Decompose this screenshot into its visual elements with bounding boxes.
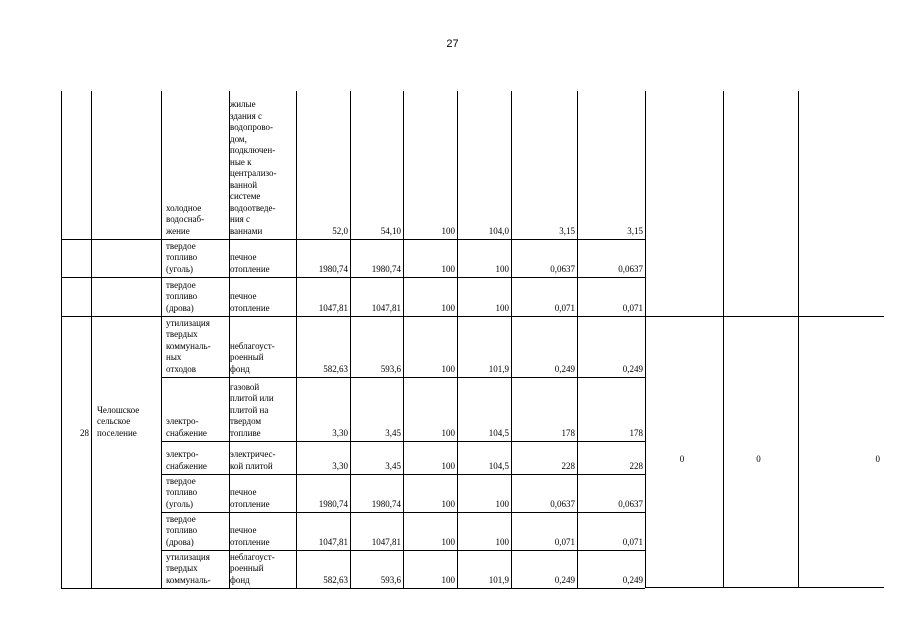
- value-cell-v6: 0,249: [622, 363, 643, 374]
- value-cell-v1: 1980,74: [318, 263, 348, 274]
- category-line: фонд: [230, 363, 250, 374]
- service-name-line: топливо: [166, 525, 198, 535]
- category-cell: [230, 382, 295, 440]
- service-name-line: водоснаб-: [166, 214, 205, 224]
- value-cell-v6: 0,0637: [618, 263, 643, 274]
- value-cell-v3: 100: [441, 302, 455, 313]
- category-line: топливе: [230, 427, 261, 438]
- category-line: твердом: [230, 416, 262, 426]
- value-cell-v2: 54,10: [380, 225, 401, 236]
- value-cell-v5: 0,249: [554, 574, 575, 585]
- service-name-line: ных: [166, 352, 182, 362]
- category-line: печное: [230, 291, 257, 301]
- value-cell-v2: 3,45: [385, 460, 401, 471]
- value-cell-v5: 178: [561, 427, 575, 438]
- category-line: неблагоуст-: [230, 340, 275, 351]
- value-cell-v6: 0,071: [622, 536, 643, 547]
- service-name-line: топливо: [166, 252, 198, 262]
- service-name-line: топливо: [166, 291, 198, 301]
- service-name-line: отходов: [166, 363, 197, 374]
- column-border: [403, 91, 404, 588]
- value-cell-v5: 0,071: [554, 536, 575, 547]
- row-border: [61, 239, 645, 240]
- category-line: водоотведе-: [230, 202, 276, 213]
- category-line: подключен-: [230, 145, 276, 155]
- category-line: фонд: [230, 574, 250, 585]
- row-border: [161, 377, 645, 378]
- category-line: централизо-: [230, 168, 277, 178]
- value-cell-v6: 0,249: [622, 574, 643, 585]
- row-border: [645, 587, 884, 588]
- value-cell-v4: 100: [495, 536, 509, 547]
- category-line: плитой или: [230, 393, 274, 403]
- service-name-line: утилизация: [166, 551, 210, 562]
- entity-name-line: Челошское: [97, 404, 140, 415]
- column-border: [61, 91, 62, 588]
- result-cell: 0: [756, 453, 761, 464]
- service-name-cell: [166, 203, 228, 238]
- service-name-cell: [166, 318, 228, 376]
- value-cell-v5: 3,15: [559, 225, 575, 236]
- category-line: электричес-: [230, 449, 276, 459]
- value-cell-v3: 100: [441, 427, 455, 438]
- entity-name: [97, 405, 160, 440]
- value-cell-v3: 100: [441, 263, 455, 274]
- service-name-cell: [166, 280, 228, 315]
- value-cell-v2: 3,45: [385, 427, 401, 438]
- category-line: неблагоуст-: [230, 551, 275, 562]
- column-border: [645, 91, 646, 588]
- value-cell-v3: 100: [441, 574, 455, 585]
- entity-number: 28: [80, 427, 89, 438]
- service-name-line: твердое: [166, 513, 196, 524]
- value-cell-v1: 3,30: [332, 460, 348, 471]
- value-cell-v5: 0,0637: [550, 498, 575, 509]
- row-border: [161, 441, 645, 442]
- row-border: [161, 474, 645, 475]
- value-cell-v5: 228: [561, 460, 575, 471]
- category-cell: [230, 252, 295, 275]
- category-cell: [230, 291, 295, 314]
- value-cell-v5: 0,0637: [550, 263, 575, 274]
- column-border: [350, 91, 351, 588]
- row-border: [645, 316, 884, 317]
- value-cell-v1: 3,30: [332, 427, 348, 438]
- value-cell-v4: 104,5: [488, 427, 509, 438]
- service-name-line: твердых: [166, 329, 198, 339]
- page-number: 27: [446, 38, 459, 50]
- value-cell-v2: 1980,74: [371, 263, 401, 274]
- value-cell-v3: 100: [441, 536, 455, 547]
- result-cell: 0: [875, 453, 880, 464]
- value-cell-v1: 582,63: [323, 363, 348, 374]
- value-cell-v6: 178: [629, 427, 643, 438]
- entity-name-line: сельское: [97, 416, 131, 426]
- value-cell-v2: 1047,81: [371, 302, 401, 313]
- column-border: [91, 91, 92, 588]
- service-name-cell: [166, 241, 228, 276]
- service-name-line: (дрова): [166, 536, 194, 547]
- value-cell-v1: 582,63: [323, 574, 348, 585]
- service-name-line: снабжение: [166, 460, 207, 471]
- category-line: отопление: [230, 263, 270, 274]
- column-border: [577, 91, 578, 588]
- row-border: [61, 277, 645, 278]
- value-cell-v4: 100: [495, 263, 509, 274]
- entity-name-line: поселение: [97, 427, 137, 438]
- category-cell: [230, 341, 295, 376]
- service-name-cell: [166, 514, 228, 549]
- column-border: [296, 91, 297, 588]
- service-name-line: топливо: [166, 487, 198, 497]
- category-cell: [230, 99, 295, 237]
- category-cell: [230, 525, 295, 548]
- value-cell-v5: 0,249: [554, 363, 575, 374]
- value-cell-v2: 593,6: [380, 574, 401, 585]
- category-line: отопление: [230, 536, 270, 547]
- column-border: [161, 91, 162, 588]
- value-cell-v4: 101,9: [488, 363, 509, 374]
- value-cell-v6: 228: [629, 460, 643, 471]
- row-border: [61, 316, 645, 317]
- value-cell-v6: 0,071: [622, 302, 643, 313]
- category-line: печное: [230, 525, 257, 535]
- service-name-line: жение: [166, 225, 190, 236]
- category-cell: [230, 449, 295, 472]
- category-line: водопрово-: [230, 122, 274, 132]
- value-cell-v1: 1047,81: [318, 536, 348, 547]
- service-name-cell: [166, 552, 228, 587]
- service-name-line: твердое: [166, 279, 196, 290]
- value-cell-v1: 1980,74: [318, 498, 348, 509]
- value-cell-v2: 1980,74: [371, 498, 401, 509]
- category-line: плитой на: [230, 404, 269, 415]
- service-name-cell: [166, 449, 228, 472]
- value-cell-v3: 100: [441, 363, 455, 374]
- value-cell-v3: 100: [441, 460, 455, 471]
- value-cell-v4: 101,9: [488, 574, 509, 585]
- value-cell-v2: 1047,81: [371, 536, 401, 547]
- category-line: системе: [230, 191, 261, 201]
- category-line: ванной: [230, 179, 258, 190]
- service-name-line: снабжение: [166, 427, 207, 438]
- category-line: печное: [230, 487, 257, 497]
- service-name-line: твердое: [166, 240, 196, 251]
- value-cell-v3: 100: [441, 225, 455, 236]
- row-border: [161, 512, 645, 513]
- category-line: печное: [230, 252, 257, 262]
- category-line: здания с: [230, 110, 262, 121]
- category-line: ваннами: [230, 225, 263, 236]
- service-name-line: (дрова): [166, 302, 194, 313]
- column-border: [798, 91, 799, 588]
- result-cell: 0: [679, 453, 685, 464]
- service-name-cell: [166, 416, 228, 439]
- tariff-table: [61, 91, 884, 588]
- value-cell-v6: 3,15: [627, 225, 643, 236]
- service-name-line: (уголь): [166, 263, 193, 274]
- category-cell: [230, 487, 295, 510]
- service-name-line: (уголь): [166, 498, 193, 509]
- value-cell-v1: 1047,81: [318, 302, 348, 313]
- category-line: роенный: [230, 563, 264, 573]
- value-cell-v4: 100: [495, 498, 509, 509]
- value-cell-v4: 104,0: [488, 225, 509, 236]
- service-name-line: коммуналь-: [166, 340, 211, 351]
- service-name-cell: [166, 476, 228, 511]
- value-cell-v3: 100: [441, 498, 455, 509]
- column-border: [457, 91, 458, 588]
- category-line: роенный: [230, 352, 264, 362]
- column-border: [723, 91, 724, 588]
- service-name-line: утилизация: [166, 317, 210, 328]
- service-name-line: коммуналь-: [166, 574, 211, 585]
- value-cell-v4: 104,5: [488, 460, 509, 471]
- value-cell-v5: 0,071: [554, 302, 575, 313]
- value-cell-v2: 593,6: [380, 363, 401, 374]
- row-border: [61, 588, 645, 589]
- category-line: кой плитой: [230, 460, 273, 471]
- category-line: газовой: [230, 381, 260, 392]
- category-line: отопление: [230, 302, 270, 313]
- value-cell-v6: 0,0637: [618, 498, 643, 509]
- category-line: отопление: [230, 498, 270, 509]
- category-line: ные к: [230, 156, 252, 167]
- service-name-line: холодное: [166, 202, 202, 213]
- category-line: дом,: [230, 133, 247, 144]
- service-name-line: электро-: [166, 449, 199, 459]
- category-line: жилые: [230, 99, 256, 109]
- service-name-line: твердое: [166, 475, 196, 486]
- category-line: ния с: [230, 214, 251, 224]
- service-name-line: твердых: [166, 563, 198, 573]
- value-cell-v1: 52,0: [332, 225, 348, 236]
- value-cell-v4: 100: [495, 302, 509, 313]
- category-cell: [230, 552, 295, 587]
- column-border: [511, 91, 512, 588]
- service-name-line: электро-: [166, 416, 199, 426]
